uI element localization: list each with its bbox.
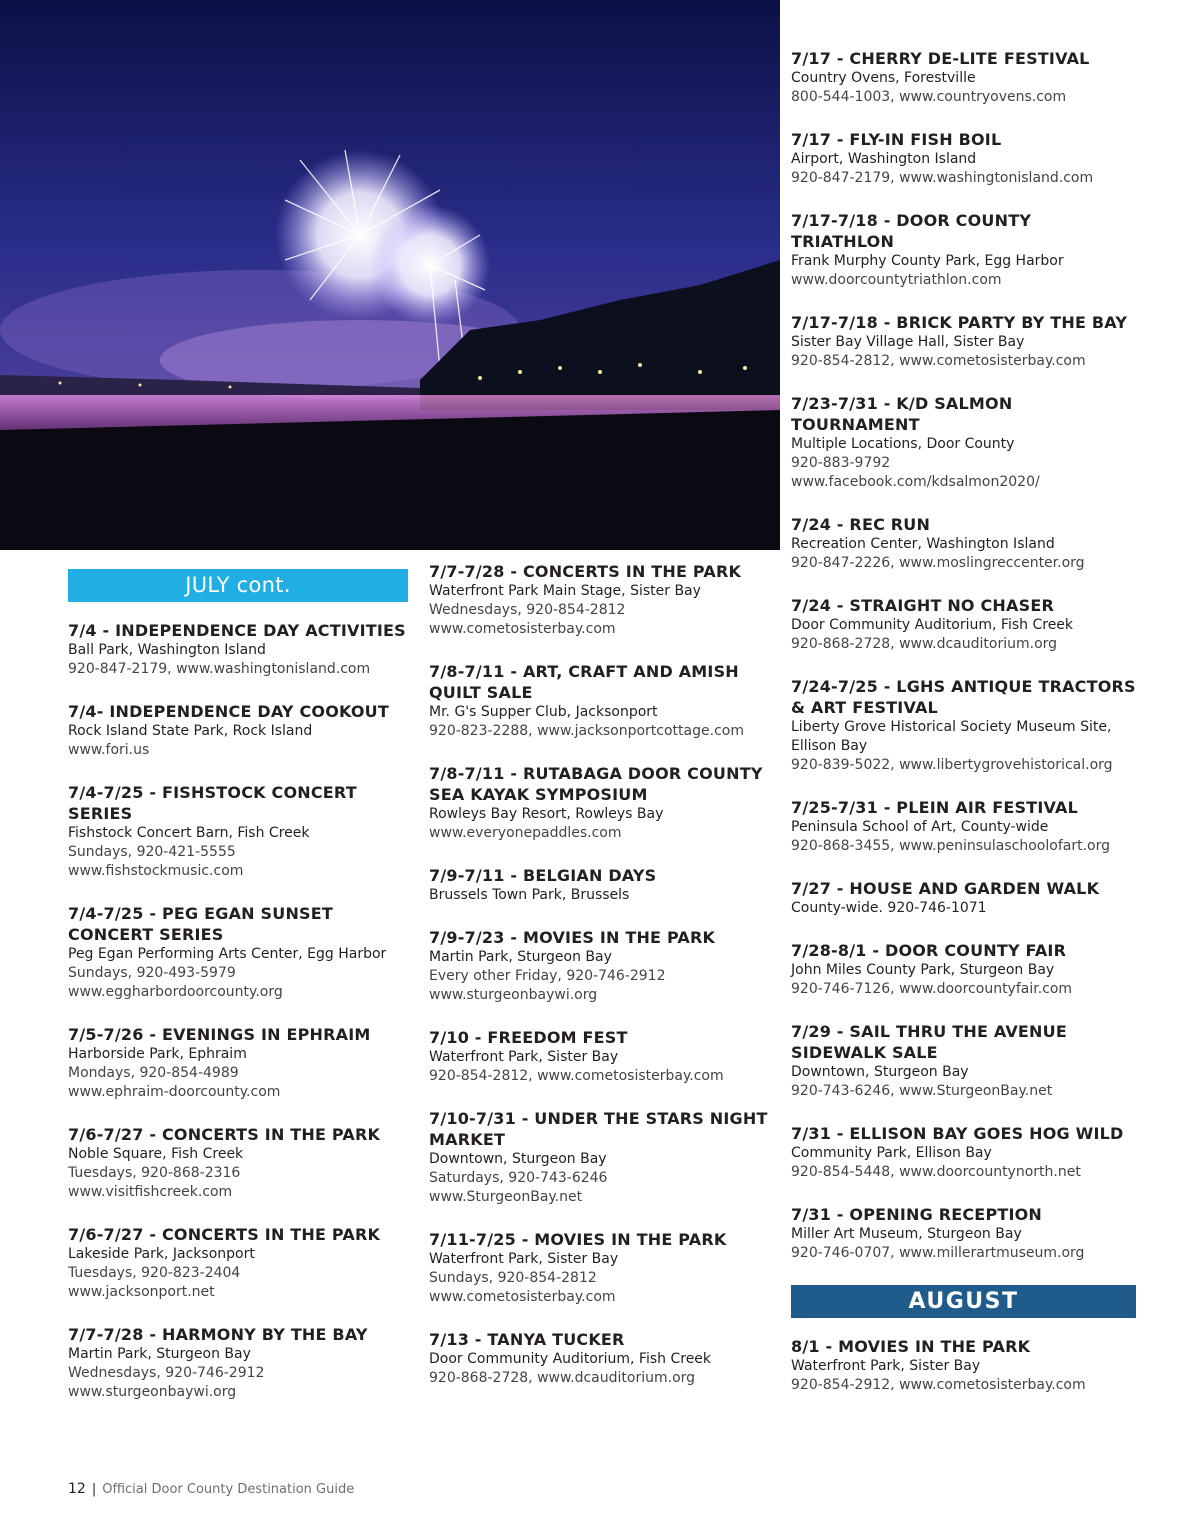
right-column bbox=[791, 48, 1136, 1417]
event-entry bbox=[429, 1329, 769, 1388]
event-entry bbox=[791, 48, 1136, 107]
event-detail-line: www.cometosisterbay.com bbox=[429, 621, 616, 637]
event-detail-line: Fishstock Concert Barn, Fish Creek bbox=[68, 825, 310, 841]
event-title: 7/8-7/11 - RUTABAGA DOOR COUNTY SEA KAYAK SYMPOSIUM bbox=[429, 764, 763, 804]
left-event-list bbox=[68, 620, 408, 1402]
event-title: 7/28-8/1 - DOOR COUNTY FAIR bbox=[791, 941, 1067, 960]
event-title: 7/31 - ELLISON BAY GOES HOG WILD bbox=[791, 1124, 1124, 1143]
event-title: 7/27 - HOUSE AND GARDEN WALK bbox=[791, 879, 1100, 898]
event-entry bbox=[791, 1204, 1136, 1263]
event-entry bbox=[429, 561, 769, 639]
event-detail-line: Every other Friday, 920-746-2912 bbox=[429, 968, 666, 984]
event-detail-line: Mondays, 920-854-4989 bbox=[68, 1065, 239, 1081]
event-detail-line: Rock Island State Park, Rock Island bbox=[68, 723, 313, 739]
event-detail-line: Sister Bay Village Hall, Sister Bay bbox=[791, 334, 1025, 350]
august-heading: AUGUST bbox=[791, 1285, 1136, 1318]
event-detail-line: Recreation Center, Washington Island bbox=[791, 536, 1055, 552]
event-detail-line: Downtown, Sturgeon Bay bbox=[791, 1064, 969, 1080]
event-detail-line: Ball Park, Washington Island bbox=[68, 642, 266, 658]
event-detail-line: Waterfront Park Main Stage, Sister Bay bbox=[429, 583, 701, 599]
event-title: 7/7-7/28 - CONCERTS IN THE PARK bbox=[429, 562, 742, 581]
event-detail-line: 920-746-7126, www.doorcountyfair.com bbox=[791, 981, 1073, 997]
event-detail-line: www.cometosisterbay.com bbox=[429, 1289, 616, 1305]
event-title: 7/4-7/25 - FISHSTOCK CONCERT SERIES bbox=[68, 783, 357, 823]
event-entry bbox=[791, 514, 1136, 573]
event-detail-line: www.SturgeonBay.net bbox=[429, 1189, 583, 1205]
event-detail-line: Multiple Locations, Door County bbox=[791, 436, 1015, 452]
event-detail-line: Wednesdays, 920-854-2812 bbox=[429, 602, 626, 618]
event-detail-line: 920-854-2812, www.cometosisterbay.com bbox=[429, 1068, 724, 1084]
event-entry bbox=[68, 620, 408, 679]
event-title: 7/4 - INDEPENDENCE DAY ACTIVITIES bbox=[68, 621, 406, 640]
event-detail-line: 920-839-5022, www.libertygrovehistorical.org bbox=[791, 757, 1113, 773]
event-entry bbox=[791, 312, 1136, 371]
event-detail-line: 800-544-1003, www.countryovens.com bbox=[791, 89, 1067, 105]
event-detail-line: Liberty Grove Historical Society Museum Site, Ellison Bay bbox=[791, 719, 1112, 754]
event-entry bbox=[429, 927, 769, 1005]
event-entry bbox=[791, 129, 1136, 188]
event-detail-line: www.visitfishcreek.com bbox=[68, 1184, 233, 1200]
event-detail-line: John Miles County Park, Sturgeon Bay bbox=[791, 962, 1055, 978]
event-entry bbox=[429, 1108, 769, 1207]
event-detail-line: www.jacksonport.net bbox=[68, 1284, 215, 1300]
event-detail-line: www.fishstockmusic.com bbox=[68, 863, 244, 879]
event-entry bbox=[429, 1027, 769, 1086]
event-detail-line: Community Park, Ellison Bay bbox=[791, 1145, 992, 1161]
event-detail-line: www.sturgeonbaywi.org bbox=[429, 987, 598, 1003]
event-detail-line: 920-854-2812, www.cometosisterbay.com bbox=[791, 353, 1086, 369]
event-title: 7/25-7/31 - PLEIN AIR FESTIVAL bbox=[791, 798, 1079, 817]
event-title: 7/5-7/26 - EVENINGS IN EPHRAIM bbox=[68, 1025, 371, 1044]
event-detail-line: Martin Park, Sturgeon Bay bbox=[429, 949, 612, 965]
event-detail-line: 920-883-9792 bbox=[791, 455, 891, 471]
event-entry bbox=[68, 1124, 408, 1202]
event-title: 7/31 - OPENING RECEPTION bbox=[791, 1205, 1043, 1224]
event-entry bbox=[791, 1123, 1136, 1182]
event-entry bbox=[429, 1229, 769, 1307]
event-title: 7/8-7/11 - ART, CRAFT AND AMISH QUILT SALE bbox=[429, 662, 739, 702]
event-detail-line: Harborside Park, Ephraim bbox=[68, 1046, 247, 1062]
event-detail-line: Tuesdays, 920-823-2404 bbox=[68, 1265, 241, 1281]
event-detail-line: Tuesdays, 920-868-2316 bbox=[68, 1165, 241, 1181]
event-detail-line: Door Community Auditorium, Fish Creek bbox=[791, 617, 1074, 633]
event-detail-line: Peninsula School of Art, County-wide bbox=[791, 819, 1049, 835]
right-event-list bbox=[791, 48, 1136, 1263]
event-detail-line: Mr. G's Supper Club, Jacksonport bbox=[429, 704, 658, 720]
event-detail-line: County-wide. 920-746-1071 bbox=[791, 900, 987, 916]
event-title: 7/24 - REC RUN bbox=[791, 515, 931, 534]
event-entry bbox=[791, 676, 1136, 775]
event-detail-line: Frank Murphy County Park, Egg Harbor bbox=[791, 253, 1064, 269]
event-detail-line: Lakeside Park, Jacksonport bbox=[68, 1246, 255, 1262]
event-detail-line: Door Community Auditorium, Fish Creek bbox=[429, 1351, 712, 1367]
event-detail-line: 920-847-2179, www.washingtonisland.com bbox=[68, 661, 371, 677]
page-number: 12 bbox=[68, 1481, 86, 1497]
guide-title: Official Door County Destination Guide bbox=[102, 1482, 355, 1497]
event-entry bbox=[791, 940, 1136, 999]
event-detail-line: 920-868-2728, www.dcauditorium.org bbox=[429, 1370, 696, 1386]
event-detail-line: Brussels Town Park, Brussels bbox=[429, 887, 630, 903]
event-title: 7/6-7/27 - CONCERTS IN THE PARK bbox=[68, 1225, 381, 1244]
event-detail-line: 920-746-0707, www.millerartmuseum.org bbox=[791, 1245, 1085, 1261]
event-detail-line: 920-868-2728, www.dcauditorium.org bbox=[791, 636, 1058, 652]
event-entry bbox=[429, 763, 769, 843]
event-title: 8/1 - MOVIES IN THE PARK bbox=[791, 1337, 1031, 1356]
event-title: 7/11-7/25 - MOVIES IN THE PARK bbox=[429, 1230, 727, 1249]
event-entry bbox=[791, 797, 1136, 856]
event-detail-line: 920-847-2226, www.moslingreccenter.org bbox=[791, 555, 1085, 571]
event-detail-line: Sundays, 920-421-5555 bbox=[68, 844, 236, 860]
event-detail-line: Waterfront Park, Sister Bay bbox=[791, 1358, 981, 1374]
event-entry bbox=[68, 903, 408, 1002]
event-title: 7/9-7/11 - BELGIAN DAYS bbox=[429, 866, 657, 885]
event-detail-line: Waterfront Park, Sister Bay bbox=[429, 1251, 619, 1267]
event-detail-line: Saturdays, 920-743-6246 bbox=[429, 1170, 608, 1186]
event-detail-line: www.everyonepaddles.com bbox=[429, 825, 622, 841]
event-detail-line: www.doorcountytriathlon.com bbox=[791, 272, 1002, 288]
event-detail-line: www.eggharbordoorcounty.org bbox=[68, 984, 283, 1000]
event-title: 7/17-7/18 - BRICK PARTY BY THE BAY bbox=[791, 313, 1128, 332]
event-title: 7/10 - FREEDOM FEST bbox=[429, 1028, 628, 1047]
event-detail-line: Peg Egan Performing Arts Center, Egg Harbor bbox=[68, 946, 387, 962]
event-detail-line: www.ephraim-doorcounty.com bbox=[68, 1084, 281, 1100]
footer-separator: | bbox=[91, 1482, 97, 1497]
page-footer bbox=[68, 1481, 354, 1497]
event-entry bbox=[791, 1336, 1136, 1395]
event-detail-line: 920-868-3455, www.peninsulaschoolofart.org bbox=[791, 838, 1110, 854]
event-detail-line: Country Ovens, Forestville bbox=[791, 70, 976, 86]
event-entry bbox=[791, 393, 1136, 492]
event-title: 7/29 - SAIL THRU THE AVENUE SIDEWALK SALE bbox=[791, 1022, 1067, 1062]
fireworks-photo-icon bbox=[0, 0, 780, 550]
event-entry bbox=[68, 701, 408, 760]
event-title: 7/13 - TANYA TUCKER bbox=[429, 1330, 625, 1349]
event-title: 7/17-7/18 - DOOR COUNTY TRIATHLON bbox=[791, 211, 1032, 251]
event-detail-line: 920-847-2179, www.washingtonisland.com bbox=[791, 170, 1094, 186]
event-entry bbox=[68, 1324, 408, 1402]
event-detail-line: Sundays, 920-854-2812 bbox=[429, 1270, 597, 1286]
event-detail-line: Airport, Washington Island bbox=[791, 151, 977, 167]
event-title: 7/17 - CHERRY DE-LITE FESTIVAL bbox=[791, 49, 1090, 68]
event-detail-line: Sundays, 920-493-5979 bbox=[68, 965, 236, 981]
event-title: 7/24 - STRAIGHT NO CHASER bbox=[791, 596, 1054, 615]
middle-event-list bbox=[429, 561, 769, 1388]
event-title: 7/4- INDEPENDENCE DAY COOKOUT bbox=[68, 702, 389, 721]
event-entry bbox=[791, 210, 1136, 290]
event-detail-line: Rowleys Bay Resort, Rowleys Bay bbox=[429, 806, 664, 822]
event-entry bbox=[791, 1021, 1136, 1101]
event-detail-line: Downtown, Sturgeon Bay bbox=[429, 1151, 607, 1167]
event-entry bbox=[429, 661, 769, 741]
event-entry bbox=[68, 1224, 408, 1302]
event-detail-line: www.facebook.com/kdsalmon2020/ bbox=[791, 474, 1040, 490]
event-detail-line: Wednesdays, 920-746-2912 bbox=[68, 1365, 265, 1381]
event-detail-line: Martin Park, Sturgeon Bay bbox=[68, 1346, 251, 1362]
left-column bbox=[68, 569, 408, 1424]
event-entry bbox=[791, 595, 1136, 654]
event-detail-line: Miller Art Museum, Sturgeon Bay bbox=[791, 1226, 1022, 1242]
event-title: 7/4-7/25 - PEG EGAN SUNSET CONCERT SERIES bbox=[68, 904, 334, 944]
event-title: 7/9-7/23 - MOVIES IN THE PARK bbox=[429, 928, 716, 947]
event-detail-line: www.fori.us bbox=[68, 742, 150, 758]
event-detail-line: 920-854-2912, www.cometosisterbay.com bbox=[791, 1377, 1086, 1393]
event-detail-line: www.sturgeonbaywi.org bbox=[68, 1384, 237, 1400]
august-event-list bbox=[791, 1336, 1136, 1395]
event-title: 7/10-7/31 - UNDER THE STARS NIGHT MARKET bbox=[429, 1109, 768, 1149]
event-title: 7/17 - FLY-IN FISH BOIL bbox=[791, 130, 1002, 149]
event-entry bbox=[429, 865, 769, 905]
event-title: 7/23-7/31 - K/D SALMON TOURNAMENT bbox=[791, 394, 1013, 434]
event-detail-line: 920-854-5448, www.doorcountynorth.net bbox=[791, 1164, 1081, 1180]
event-entry bbox=[791, 878, 1136, 918]
event-title: 7/7-7/28 - HARMONY BY THE BAY bbox=[68, 1325, 368, 1344]
event-entry bbox=[68, 1024, 408, 1102]
event-title: 7/6-7/27 - CONCERTS IN THE PARK bbox=[68, 1125, 381, 1144]
event-detail-line: 920-823-2288, www.jacksonportcottage.com bbox=[429, 723, 744, 739]
event-entry bbox=[68, 782, 408, 881]
middle-column bbox=[429, 561, 769, 1410]
event-detail-line: Noble Square, Fish Creek bbox=[68, 1146, 244, 1162]
event-title: 7/24-7/25 - LGHS ANTIQUE TRACTORS & ART FESTIVAL bbox=[791, 677, 1136, 717]
july-cont-heading: JULY cont. bbox=[68, 569, 408, 602]
event-detail-line: Waterfront Park, Sister Bay bbox=[429, 1049, 619, 1065]
fireworks-photo bbox=[0, 0, 780, 550]
event-detail-line: 920-743-6246, www.SturgeonBay.net bbox=[791, 1083, 1053, 1099]
